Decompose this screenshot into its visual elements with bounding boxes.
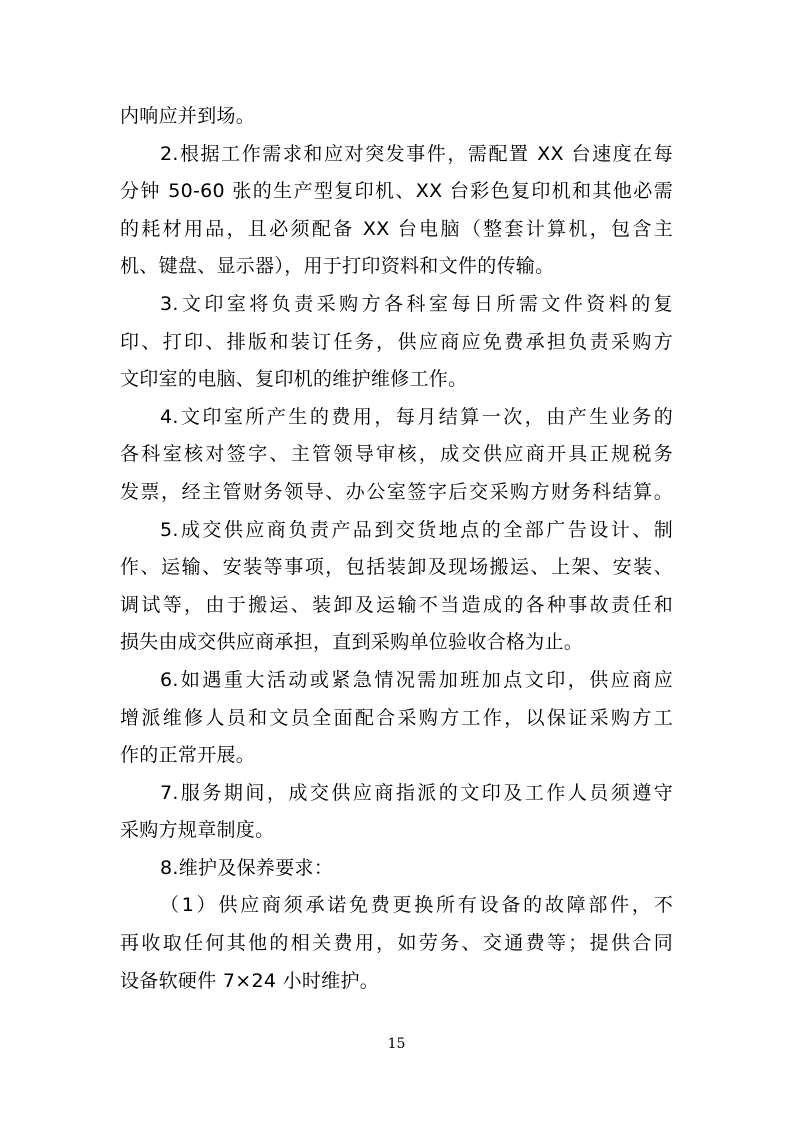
paragraph-3-line: 3.文印室将负责采购方各科室每日所需文件资料的复 bbox=[160, 292, 673, 315]
paragraph-5-line: 损失由成交供应商承担，直到采购单位验收合格为止。 bbox=[120, 631, 584, 654]
sub-item-1-line: 设备软硬件 7×24 小时维护。 bbox=[120, 969, 380, 992]
sub-item-1-line: （1）供应商须承诺免费更换所有设备的故障部件，不 bbox=[160, 894, 673, 917]
paragraph-4-line: 各科室核对签字、主管领导审核，成交供应商开具正规税务 bbox=[120, 443, 673, 466]
paragraph-4-line: 发票，经主管财务领导、办公室签字后交采购方财务科结算。 bbox=[120, 480, 673, 503]
page-number: 15 bbox=[387, 1036, 406, 1052]
paragraph-5-line: 作、运输、安装等事项，包括装卸及现场搬运、上架、安装、 bbox=[120, 556, 673, 579]
paragraph-4-line: 4.文印室所产生的费用，每月结算一次，由产生业务的 bbox=[160, 405, 673, 428]
text-line: 内响应并到场。 bbox=[120, 105, 256, 127]
sub-item-1-line: 再收取任何其他的相关费用，如劳务、交通费等；提供合同 bbox=[120, 932, 673, 955]
paragraph-2-line: 机、键盘、显示器），用于打印资料和文件的传输。 bbox=[120, 255, 555, 278]
paragraph-6-line: 6.如遇重大活动或紧急情况需加班加点文印，供应商应 bbox=[160, 668, 673, 691]
paragraph-3-line: 印、打印、排版和装订任务，供应商应免费承担负责采购方 bbox=[120, 330, 673, 353]
paragraph-5-line: 调试等，由于搬运、装卸及运输不当造成的各种事故责任和 bbox=[120, 593, 673, 616]
paragraph-2-line: 分钟 50-60 张的生产型复印机、XX 台彩色复印机和其他必需 bbox=[120, 180, 673, 203]
paragraph-5-line: 5.成交供应商负责产品到交货地点的全部广告设计、制 bbox=[160, 518, 673, 541]
paragraph-2-line: 2.根据工作需求和应对突发事件，需配置 XX 台速度在每 bbox=[160, 142, 673, 165]
paragraph-2-line: 的耗材用品，且必须配备 XX 台电脑（整套计算机，包含主 bbox=[120, 217, 673, 240]
paragraph-6-line: 增派维修人员和文员全面配合采购方工作，以保证采购方工 bbox=[120, 706, 673, 729]
paragraph-3-line: 文印室的电脑、复印机的维护维修工作。 bbox=[120, 368, 468, 391]
paragraph-6-line: 作的正常开展。 bbox=[120, 744, 256, 767]
body-text bbox=[120, 98, 673, 1000]
paragraph-7-line: 7.服务期间，成交供应商指派的文印及工作人员须遵守 bbox=[160, 781, 673, 804]
section-8-heading: 8.维护及保养要求： bbox=[160, 856, 334, 879]
paragraph-7-line: 采购方规章制度。 bbox=[120, 819, 275, 842]
